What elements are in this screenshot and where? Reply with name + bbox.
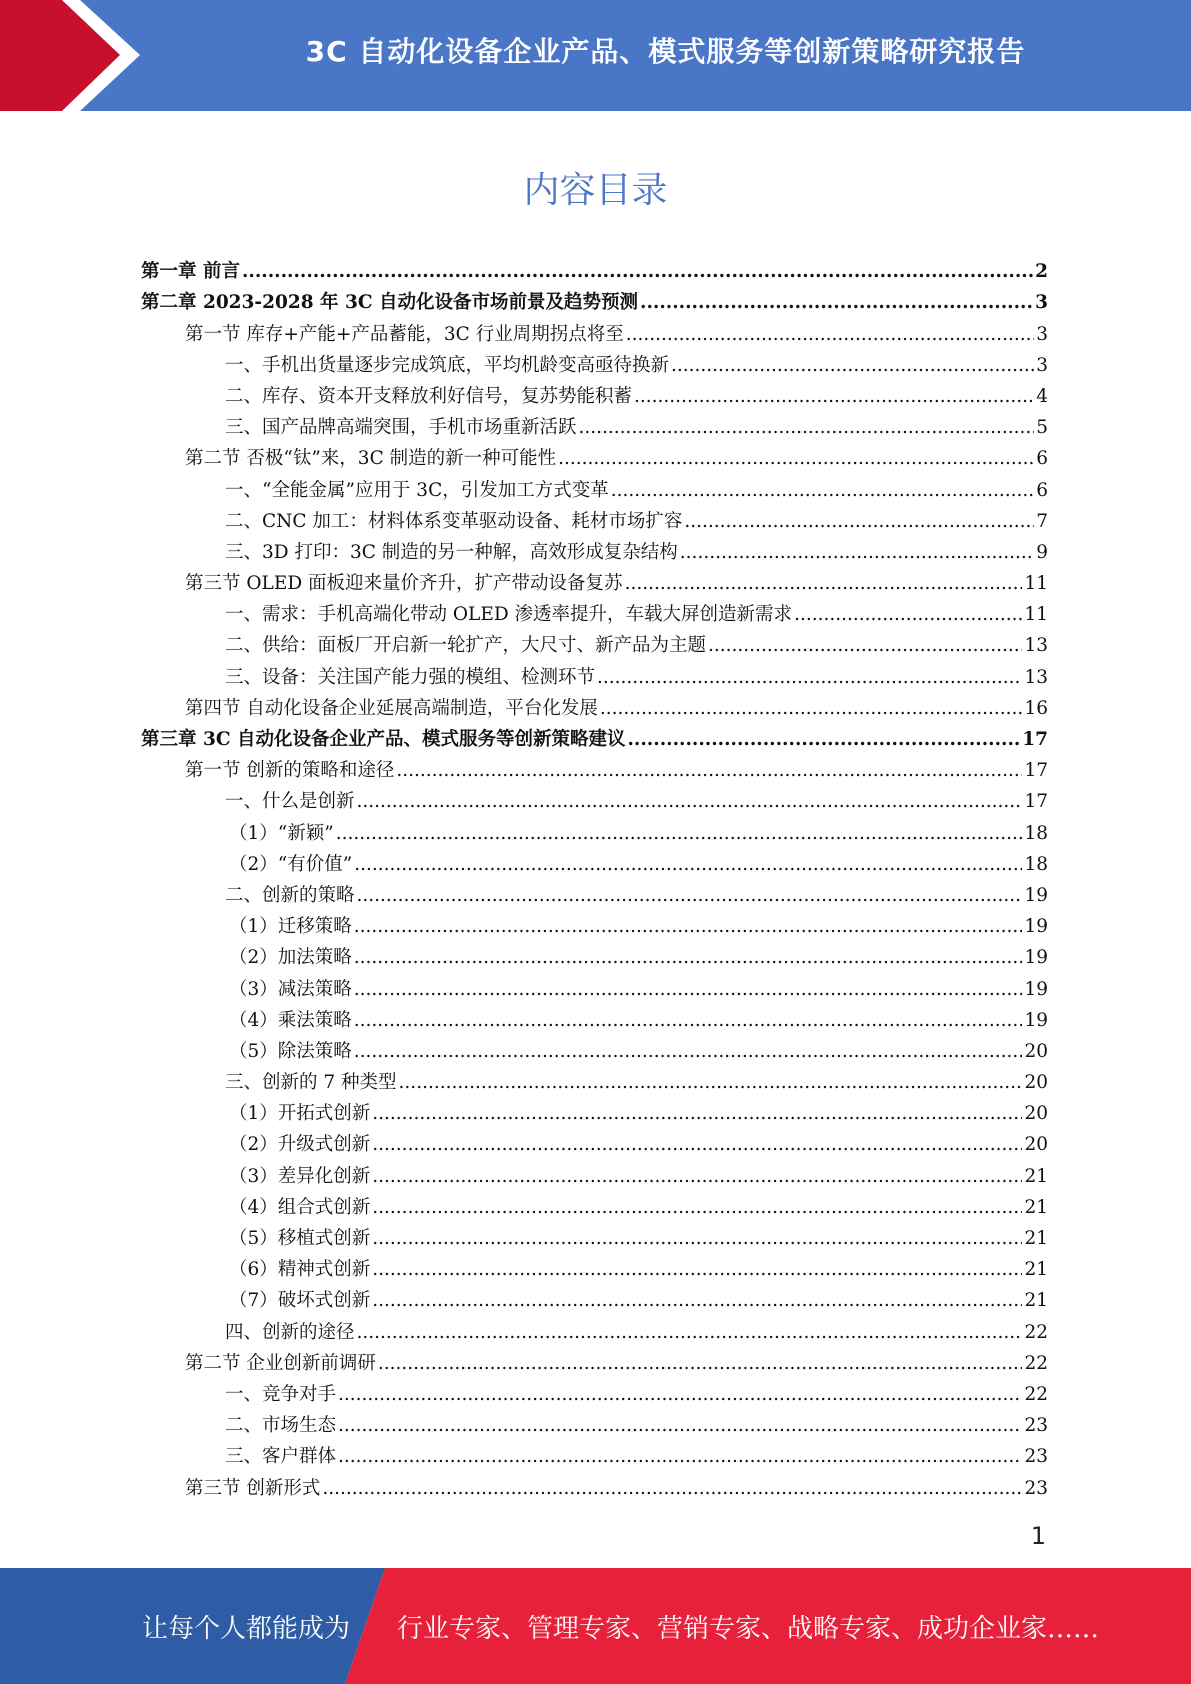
toc-entry-title: 三、客户群体 (225, 1446, 337, 1468)
toc-entry[interactable] (141, 471, 1048, 502)
footer-slogan-right: 行业专家、管理专家、营销专家、战略专家、成功企业家…… (397, 1613, 1100, 1644)
toc-entry[interactable] (141, 596, 1048, 627)
toc-entry-page: 13 (1024, 666, 1048, 688)
toc-leader-dots (597, 666, 1022, 690)
toc-entry-page: 4 (1036, 385, 1048, 407)
toc-leader-dots (357, 884, 1023, 908)
toc-entry[interactable] (141, 1313, 1048, 1344)
toc-entry-title: 三、国产品牌高端突围，手机市场重新活跃 (225, 417, 577, 439)
toc-leader-dots (372, 1289, 1022, 1313)
toc-entry-page: 20 (1024, 1134, 1048, 1156)
toc-entry[interactable] (141, 908, 1048, 939)
toc-entry-title: 一、手机出货量逐步完成筑底，平均机龄变高亟待换新 (225, 354, 670, 376)
toc-entry-title: 二、供给：面板厂开启新一轮扩产，大尺寸、新产品为主题 (225, 635, 707, 657)
toc-entry[interactable] (141, 440, 1048, 471)
toc-entry[interactable] (141, 814, 1048, 845)
toc-entry-page: 3 (1036, 323, 1048, 345)
toc-entry[interactable] (141, 409, 1048, 440)
toc-entry[interactable] (141, 877, 1048, 908)
toc-entry[interactable] (141, 565, 1048, 596)
toc-leader-dots (336, 822, 1023, 846)
toc-leader-dots (242, 260, 1033, 284)
toc-leader-dots (579, 416, 1035, 440)
toc-entry-page: 9 (1036, 541, 1048, 563)
toc-entry-title: （5）除法策略 (229, 1040, 352, 1062)
toc-entry-page: 17 (1024, 791, 1048, 813)
toc-entry[interactable] (141, 1220, 1048, 1251)
toc-leader-dots (558, 447, 1034, 471)
toc-entry-title: 二、库存、资本开支释放利好信号，复苏势能积蓄 (225, 385, 633, 407)
toc-entry-page: 21 (1024, 1165, 1048, 1187)
toc-entry-page: 21 (1024, 1228, 1048, 1249)
toc-entry-title: 三、3D 打印：3C 制造的另一种解，高效形成复杂结构 (225, 541, 678, 563)
toc-entry-title: 三、创新的 7 种类型 (225, 1072, 397, 1094)
toc-entry-title: 第四节 自动化设备企业延展高端制造，平台化发展 (185, 697, 598, 719)
toc-entry-title: 一、什么是创新 (225, 791, 355, 813)
toc-leader-dots (378, 1352, 1023, 1376)
toc-entry-page: 22 (1024, 1321, 1048, 1343)
toc-leader-dots (611, 479, 1034, 503)
toc-entry-page: 2 (1035, 261, 1048, 283)
toc-entry-page: 11 (1024, 604, 1048, 626)
toc-entry[interactable] (141, 1033, 1048, 1064)
toc-entry-title: （2）“有价值” (229, 853, 353, 875)
toc-entry-title: 一、需求：手机高端化带动 OLED 渗透率提升，车载大屏创造新需求 (225, 604, 793, 626)
toc-leader-dots (634, 385, 1034, 409)
toc-entry-page: 20 (1024, 1040, 1048, 1062)
toc-entry-title: 第一节 创新的策略和途径 (185, 760, 395, 782)
toc-entry[interactable] (141, 721, 1048, 752)
toc-leader-dots (372, 1227, 1022, 1251)
toc-entry-title: （5）移植式创新 (229, 1228, 371, 1249)
toc-leader-dots (354, 978, 1023, 1002)
toc-leader-dots (338, 1445, 1022, 1469)
toc-entry-title: （1）开拓式创新 (229, 1103, 371, 1125)
toc-leader-dots (338, 1383, 1022, 1407)
toc-entry[interactable] (141, 658, 1048, 689)
toc-entry[interactable] (141, 1002, 1048, 1033)
toc-leader-dots (680, 541, 1034, 565)
toc-entry[interactable] (141, 253, 1048, 284)
toc-entry-page: 11 (1024, 573, 1048, 595)
toc-entry[interactable] (141, 690, 1048, 721)
toc-entry[interactable] (141, 1189, 1048, 1220)
toc-leader-dots (354, 915, 1023, 939)
toc-leader-dots (396, 759, 1022, 783)
toc-entry-page: 21 (1024, 1259, 1048, 1281)
toc-entry-title: 第一节 库存+产能+产品蓄能，3C 行业周期拐点将至 (185, 323, 624, 345)
toc-entry-page: 3 (1036, 354, 1048, 376)
toc-leader-dots (338, 1414, 1022, 1438)
toc-leader-dots (600, 697, 1023, 721)
toc-leader-dots (794, 603, 1022, 627)
toc-entry-page: 22 (1024, 1352, 1048, 1374)
toc-entry[interactable] (141, 939, 1048, 970)
toc-entry-title: 一、“全能金属”应用于 3C，引发加工方式变革 (225, 479, 609, 501)
toc-entry[interactable] (141, 627, 1048, 658)
toc-entry[interactable] (141, 534, 1048, 565)
toc-entry-page: 6 (1036, 479, 1048, 501)
toc-entry-page: 17 (1022, 729, 1048, 750)
toc-leader-dots (708, 634, 1022, 658)
toc-entry-title: 第二节 否极“钛”来，3C 制造的新一种可能性 (185, 448, 557, 470)
toc-leader-dots (372, 1133, 1022, 1157)
toc-leader-dots (399, 1071, 1023, 1095)
toc-entry-title: （1）“新颖” (229, 822, 334, 844)
toc-entry-page: 16 (1024, 697, 1048, 719)
toc-entry-page: 20 (1024, 1072, 1048, 1094)
toc-entry[interactable] (141, 1438, 1048, 1469)
toc-entry[interactable] (141, 378, 1048, 409)
toc-entry-page: 19 (1024, 884, 1048, 906)
toc-leader-dots (671, 354, 1034, 378)
toc-entry[interactable] (141, 1095, 1048, 1126)
toc-entry[interactable] (141, 1157, 1048, 1188)
toc-entry-page: 13 (1024, 635, 1048, 657)
toc-entry-title: 第三节 创新形式 (185, 1477, 321, 1499)
page-number: 1 (1030, 1522, 1046, 1550)
toc-entry-title: 二、CNC 加工：材料体系变革驱动设备、耗材市场扩容 (225, 510, 683, 532)
toc-entry-page: 20 (1024, 1103, 1048, 1125)
toc-leader-dots (354, 1009, 1023, 1033)
toc-entry-page: 17 (1024, 760, 1048, 782)
toc-entry-page: 23 (1024, 1477, 1048, 1499)
toc-entry[interactable] (141, 1282, 1048, 1313)
header-bar (0, 0, 1191, 111)
toc-entry[interactable] (141, 783, 1048, 814)
toc-entry-page: 19 (1024, 916, 1048, 938)
toc-leader-dots (626, 323, 1035, 347)
toc-entry[interactable] (141, 970, 1048, 1001)
toc-entry-title: （3）差异化创新 (229, 1165, 371, 1187)
toc-entry-title: 二、市场生态 (225, 1415, 337, 1437)
toc-entry-title: 三、设备：关注国产能力强的模组、检测环节 (225, 666, 596, 688)
toc-heading: 内容目录 (523, 170, 668, 211)
toc-entry-page: 22 (1024, 1383, 1048, 1405)
toc-leader-dots (372, 1196, 1022, 1220)
toc-entry[interactable] (141, 315, 1048, 346)
report-title: 3C 自动化设备企业产品、模式服务等创新策略研究报告 (305, 35, 1026, 68)
toc-entry-title: （7）破坏式创新 (229, 1290, 371, 1312)
toc-entry-page: 5 (1036, 417, 1048, 439)
footer-slogan-left: 让每个人都能成为 (142, 1613, 351, 1644)
toc-leader-dots (372, 1102, 1022, 1126)
toc-entry[interactable] (141, 347, 1048, 378)
toc-entry[interactable] (141, 1469, 1048, 1500)
toc-entry-page: 19 (1024, 978, 1048, 1000)
toc-entry-page: 23 (1024, 1446, 1048, 1468)
toc-entry-title: （2）升级式创新 (229, 1134, 371, 1156)
toc-entry-title: （4）组合式创新 (229, 1196, 371, 1218)
toc-entry-page: 19 (1024, 1009, 1048, 1031)
toc-entry[interactable] (141, 503, 1048, 534)
toc-entry-title: 第一章 前言 (141, 261, 240, 283)
toc-entry-title: 一、竞争对手 (225, 1383, 337, 1405)
toc-entry-title: 第二节 企业创新前调研 (185, 1352, 376, 1374)
toc-entry-title: 第三节 OLED 面板迎来量价齐升，扩产带动设备复苏 (185, 573, 623, 595)
toc-entry-page: 21 (1024, 1196, 1048, 1218)
toc-entry[interactable] (141, 1126, 1048, 1157)
toc-entry-page: 18 (1024, 822, 1048, 844)
toc-leader-dots (357, 790, 1023, 814)
toc-leader-dots (354, 946, 1023, 970)
toc-entry[interactable] (141, 1345, 1048, 1376)
toc-leader-dots (625, 572, 1023, 596)
toc-entry[interactable] (141, 1064, 1048, 1095)
table-of-contents (141, 253, 1048, 1501)
toc-leader-dots (372, 1165, 1022, 1189)
toc-entry-page: 3 (1035, 292, 1048, 314)
toc-entry-title: 二、创新的策略 (225, 884, 355, 906)
chevron-arrow-icon (0, 0, 160, 111)
toc-entry-title: 四、创新的途径 (225, 1321, 355, 1343)
toc-entry-page: 6 (1036, 448, 1048, 470)
toc-entry-page: 19 (1024, 947, 1048, 969)
toc-entry[interactable] (141, 1376, 1048, 1407)
toc-leader-dots (684, 510, 1034, 534)
toc-entry-page: 23 (1024, 1415, 1048, 1437)
toc-entry[interactable] (141, 284, 1048, 315)
toc-entry-title: （6）精神式创新 (229, 1259, 371, 1281)
toc-leader-dots (322, 1477, 1022, 1501)
toc-leader-dots (354, 1040, 1023, 1064)
toc-leader-dots (372, 1258, 1022, 1282)
toc-entry-title: 第二章 2023-2028 年 3C 自动化设备市场前景及趋势预测 (141, 292, 639, 314)
toc-entry[interactable] (141, 846, 1048, 877)
toc-entry[interactable] (141, 1251, 1048, 1282)
toc-leader-dots (354, 853, 1022, 877)
toc-leader-dots (627, 728, 1020, 752)
toc-entry-title: （3）减法策略 (229, 978, 352, 1000)
toc-entry-page: 21 (1024, 1290, 1048, 1312)
toc-entry-title: 第三章 3C 自动化设备企业产品、模式服务等创新策略建议 (141, 729, 626, 750)
footer-banner (0, 1568, 1191, 1684)
toc-entry[interactable] (141, 752, 1048, 783)
toc-entry[interactable] (141, 1407, 1048, 1438)
toc-leader-dots (357, 1321, 1023, 1345)
toc-entry-title: （4）乘法策略 (229, 1009, 352, 1031)
toc-entry-page: 18 (1024, 853, 1048, 875)
toc-leader-dots (640, 291, 1033, 315)
toc-entry-page: 7 (1036, 510, 1048, 532)
toc-entry-title: （2）加法策略 (229, 947, 352, 969)
toc-entry-title: （1）迁移策略 (229, 916, 352, 938)
